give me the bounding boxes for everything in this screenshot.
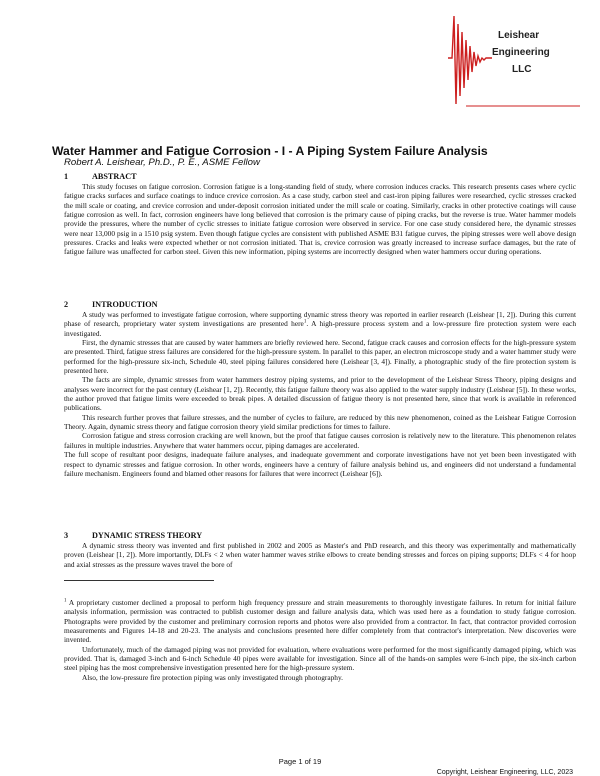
abstract-body — [64, 182, 576, 257]
logo-line-1: Leishear — [498, 30, 540, 41]
text-run: . A high-pressure process system and a low-pressure fire protection system were each investigated. — [64, 319, 576, 338]
footnote-ref[interactable]: 1 — [303, 319, 307, 325]
paper-title: Water Hammer and Fatigue Corrosion - I - A Piping System Failure Analysis — [52, 144, 488, 158]
page-number: Page 1 of 19 — [278, 757, 322, 766]
section-title: ABSTRACT — [92, 172, 137, 181]
footnote — [64, 598, 576, 682]
section-number: 2 — [64, 300, 69, 309]
paragraph: First, the dynamic stresses that are caused by water hammers are briefly reviewed here. Second, fatigue crack causes and corrosion effects for the high-pressure system are presented. Third, fatigue stress failures are considered for the high-pressure system. In parallel to this paper, an electron microscope study and a water hammer study were performed for the high-pressure six-inch, Schedule 40, steel piping failures considered here (Leishear [3, 4]). Finally, a photographic study of the fire protection system is presented here. — [64, 338, 576, 376]
footnote-paragraph: Also, the low-pressure fire protection piping was only investigated through photography. — [82, 672, 343, 682]
text-run: A proprietary customer declined a proposal to perform high frequency pressure and strain measurements to thoroughly investigate failures. In return for initial failure analysis information, permission was contracted to publish customer design and failure analysis data, which was used here as a foundation to study fatigue corrosion. Photographs were provided by the customer and preliminary corrosion reports and photos were also provided from a contractor. In fact, that contractor provided corrosion measurements and Figures 14-18 and 20-23. The analysis and conclusions presented here differ completely from that contractor's interpretation. New discoveries were invented. — [64, 598, 576, 645]
footnote-paragraph: Unfortunately, much of the damaged piping was not provided for evaluation, where evaluations were performed for the most significantly damaged piping, which was provided. That is, damaged 3-inch and 6-inch Schedule 40 pipes were available for investigation. Since all of the hands-on samples were 6-inch pipe, the six-inch carbon steel piping has the most comprehensive investigation presented here for the high-pressure system. — [64, 644, 576, 673]
footnote-divider — [64, 580, 214, 581]
company-logo — [446, 10, 586, 110]
copyright: Copyright, Leishear Engineering, LLC, 2023 — [436, 769, 573, 776]
paragraph: This research further proves that failure stresses, and the number of cycles to failure, are reduced by this new phenomenon, coined as the Leishear Fatigue Corrosion Theory. Again, dynamic stress theory and fatigue corrosion theory yield similar predictions for times to failure. — [64, 412, 576, 432]
waveform-icon — [446, 10, 586, 110]
footnote-marker: 1 — [64, 598, 67, 604]
introduction-body — [64, 310, 576, 478]
section-title: INTRODUCTION — [92, 300, 158, 309]
paragraph — [64, 310, 576, 338]
footnote-paragraph — [64, 598, 576, 645]
paragraph: The facts are simple, dynamic stresses from water hammers destroy piping systems, and prior to the development of the Leishear Stress Theory, piping designs and analyses were incorrect for the past century (Leishear [1, 2]). Recently, this fatigue failure theory was also applied to the water supply industry (Leishear [5]). In these works, the author proved that fatigue limits were exceeded to break pipes. A detailed discussion of fatigue theory is not presented here, since that work is available in referenced publications. — [64, 375, 576, 413]
section-number: 1 — [64, 172, 69, 181]
paragraph: Corrosion fatigue and stress corrosion cracking are well known, but the proof that fatigue causes corrosion is relatively new to the literature. This phenomenon relates failures in multiple industries. Anywhere that water hammers occur, piping damages are accelerated. — [64, 431, 576, 450]
logo-line-2: Engineering — [492, 47, 550, 58]
section-number: 3 — [64, 531, 69, 540]
paragraph: The full scope of resultant poor designs, inadequate failure analyses, and inadequate government and corporate investigations have not yet been been investigated with respect to dynamic stresses and fatigue corrosion. In other words, engineers have a century of failure analysis behind us, and engineers did not understand a fundamental failure mechanism. Engineers found and blamed other reasons for failures that were incorrect (Leishear [6]). — [64, 450, 576, 478]
paragraph: This study focuses on fatigue corrosion. Corrosion fatigue is a long-standing field of study, where corrosion induces cracks. This research presents cases where cyclic fatigue cracks surfaces and surface coatings to induce crevice corrosion. As a case study, carbon steel and cast-iron piping failures were researched, cyclic stresses cracked the mill scale or coating, and crevice corrosion and under-deposit corrosion initiated under the mill scale or coating. Similarly, cracks in other protective coatings will cause fatigue corrosion as well. In fact, corrosion engineers have long believed that corrosion is the primary cause of piping cracks, but the reverse is true. Water hammer models provide the pressures, where the number of cyclic stresses to initiate fatigue corrosion were observed in service. For one case study considered here, the dynamic stresses were near 13,000 psig in a 1510 psig system. Even though fatigue cycles are consistent with published ASME B31 fatigue curves, the piping stresses were well above design pressures. Cracks and leaks were expected whether or not corrosion initiated. That is, crevice corrosion was greatly increased to increase surface damages, but the rate of fatigue failure was unaffected for carbon steel. Given this new information, piping systems are incorrectly designed when water hammers occur during operations. — [64, 182, 576, 257]
dynamic-stress-body — [64, 541, 576, 569]
logo-line-3: LLC — [512, 64, 532, 75]
paragraph: A dynamic stress theory was invented and first published in 2002 and 2005 as Master's and PhD research, and this theory was experimentally and mathematically proven (Leishear [1, 2]). More importantly, DLFs < 2 when water hammer waves strike elbows to create bending stresses and forces on piping supports; DLFs < 4 for hoop and axial stresses as the pressure waves travel the bore of — [64, 541, 576, 569]
section-title: DYNAMIC STRESS THEORY — [92, 531, 203, 540]
paper-author: Robert A. Leishear, Ph.D., P. E., ASME Fellow — [64, 157, 260, 168]
text-run: A study was performed to investigate fatigue corrosion, where supporting dynamic stress theory was reported in earlier research (Leishear [1, 2]). During this current phase of research, proprietary water system investigations are presented here — [64, 310, 576, 329]
